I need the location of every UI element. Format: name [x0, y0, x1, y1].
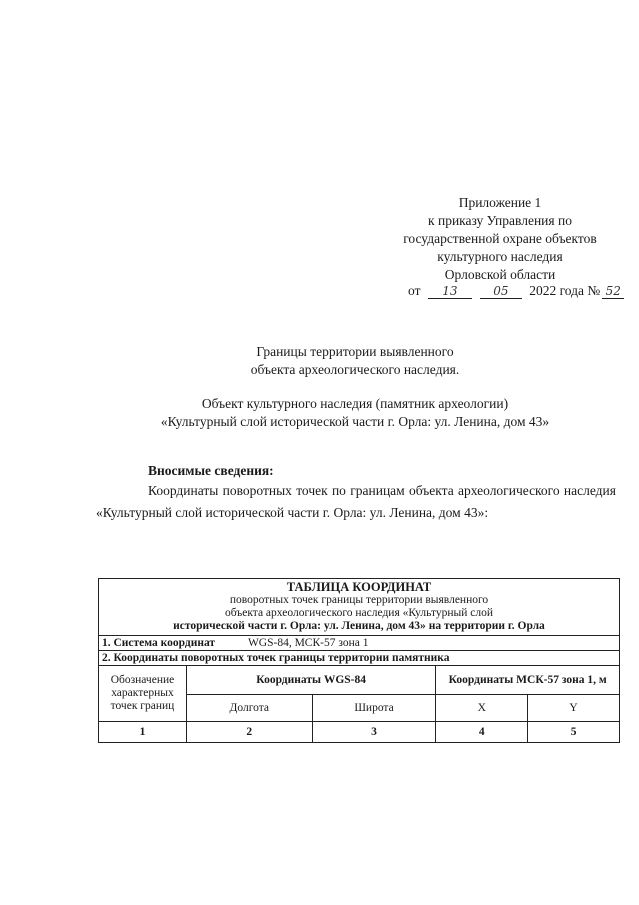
order-month-handwritten: 05: [480, 284, 522, 299]
table-subtitle-line: [103, 620, 615, 633]
col-wgs-header: Координаты WGS-84: [186, 666, 435, 695]
table-title-cell: [99, 579, 620, 636]
coordinate-system-label: 1. Система координат: [102, 637, 216, 649]
appendix-header: [380, 194, 620, 284]
order-number-handwritten: 52: [602, 284, 624, 299]
col-x-header: X: [436, 695, 528, 722]
coordinate-system-value: WGS-84, МСК-57 зона 1: [247, 637, 369, 649]
column-number: 2: [186, 722, 312, 743]
order-year-text: 2022 года №: [529, 283, 601, 298]
appendix-line: государственной охране объектов: [403, 231, 597, 246]
column-number: 1: [99, 722, 187, 743]
table-title: ТАБЛИЦА КООРДИНАТ: [286, 580, 432, 594]
boundary-title: [120, 343, 590, 379]
appendix-line: Орловской области: [444, 267, 556, 282]
appendix-line: к приказу Управления по: [428, 213, 572, 228]
column-number-row: [99, 722, 620, 743]
column-number: 4: [436, 722, 528, 743]
order-date-line: [408, 282, 624, 300]
col-designation-header: Обозначение характерных точек границ: [99, 666, 187, 722]
title-line: объекта археологического наследия.: [250, 362, 460, 377]
entered-heading: Вносимые сведения:: [148, 463, 274, 478]
table-subtitle-bold: на территории г. Орла: [425, 620, 545, 632]
coordinates-table: [98, 578, 620, 743]
table-subtitle-line: объекта археологического наследия «Культурный слой: [224, 607, 493, 619]
order-day-handwritten: 13: [428, 284, 472, 299]
points-section-label: 2. Координаты поворотных точек границы территории памятника: [99, 651, 620, 666]
col-msk-header: Координаты МСК-57 зона 1, м: [436, 666, 620, 695]
col-y-header: Y: [528, 695, 620, 722]
title-line: Объект культурного наследия (памятник археологии): [201, 396, 509, 411]
entered-paragraph: Координаты поворотных точек по границам объекта археологического наследия «Культурный слой исторической части г. Орла: ул. Ленина, дом 43»:: [96, 483, 616, 520]
appendix-line: культурного наследия: [437, 249, 563, 264]
column-number: 5: [528, 722, 620, 743]
title-line: «Культурный слой исторической части г. Орла: ул. Ленина, дом 43»: [160, 414, 550, 429]
title-line: Границы территории выявленного: [256, 344, 454, 359]
coordinate-system-row: [99, 636, 620, 651]
order-prefix: от: [408, 283, 421, 298]
col-latitude-header: Широта: [312, 695, 436, 722]
object-title: [120, 395, 590, 431]
col-longitude-header: Долгота: [186, 695, 312, 722]
table-subtitle-line: поворотных точек границы территории выявленного: [229, 594, 489, 606]
column-number: 3: [312, 722, 436, 743]
table-subtitle-bold: исторической части г. Орла: ул. Ленина, дом 43»: [173, 620, 426, 632]
appendix-line: Приложение 1: [458, 195, 542, 210]
